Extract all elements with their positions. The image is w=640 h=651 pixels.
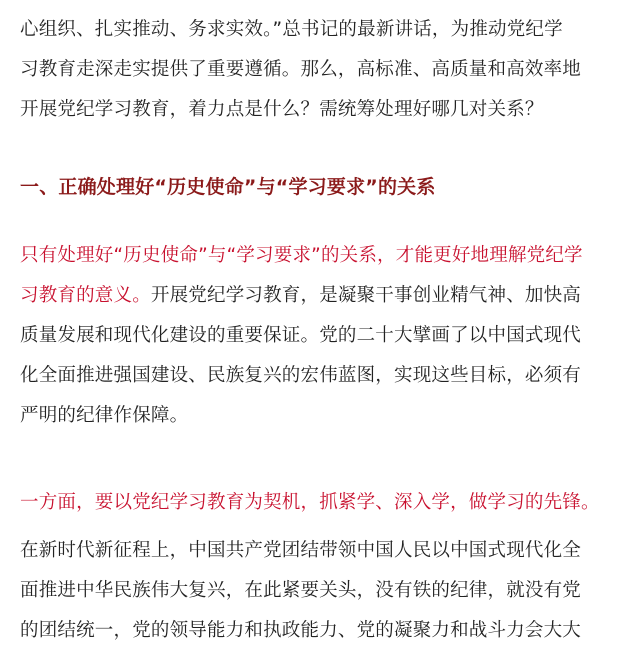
body-text: 开展党纪学习教育，是凝聚干事创业精气神、加快高 (150, 285, 582, 306)
highlight-text: 习教育的意义。 (20, 285, 151, 306)
highlight-line: 一方面，要以党纪学习教育为契机，抓紧学、深入学，做学习的先锋。 (20, 492, 600, 513)
body-line: 在新时代新征程上，中国共产党团结带领中国人民以中国式现代化全 (20, 540, 582, 561)
intro-line: 习教育走深走实提供了重要遵循。那么，高标准、高质量和高效率地 (20, 59, 582, 80)
highlight-line: 只有处理好“历史使命”与“学习要求”的关系，才能更好地理解党纪学 (20, 245, 583, 266)
lead-paragraph (20, 236, 583, 436)
body-line: 质量发展和现代化建设的重要保证。党的二十大擘画了以中国式现代 (20, 325, 582, 346)
body-line: 化全面推进强国建设、民族复兴的宏伟蓝图，实现这些目标，必须有 (20, 365, 582, 386)
body-line: 面推进中华民族伟大复兴，在此紧要关头，没有铁的纪律，就没有党 (20, 580, 582, 601)
section-heading (20, 167, 436, 207)
section-heading-text: 一、正确处理好“历史使命”与“学习要求”的关系 (20, 176, 436, 198)
body-line: 的团结统一，党的领导能力和执政能力、党的凝聚力和战斗力会大大 (20, 620, 582, 641)
body-line: 严明的纪律作保障。 (20, 405, 189, 426)
intro-paragraph (20, 10, 581, 130)
intro-line: 心组织、扎实推动、务求实效。”总书记的最新讲话，为推动党纪学 (20, 19, 563, 40)
mixed-line (20, 276, 583, 316)
intro-line: 开展党纪学习教育，着力点是什么？需统筹处理好哪几对关系？ (20, 99, 544, 120)
next-paragraph (20, 531, 581, 651)
side-paragraph (20, 483, 600, 523)
